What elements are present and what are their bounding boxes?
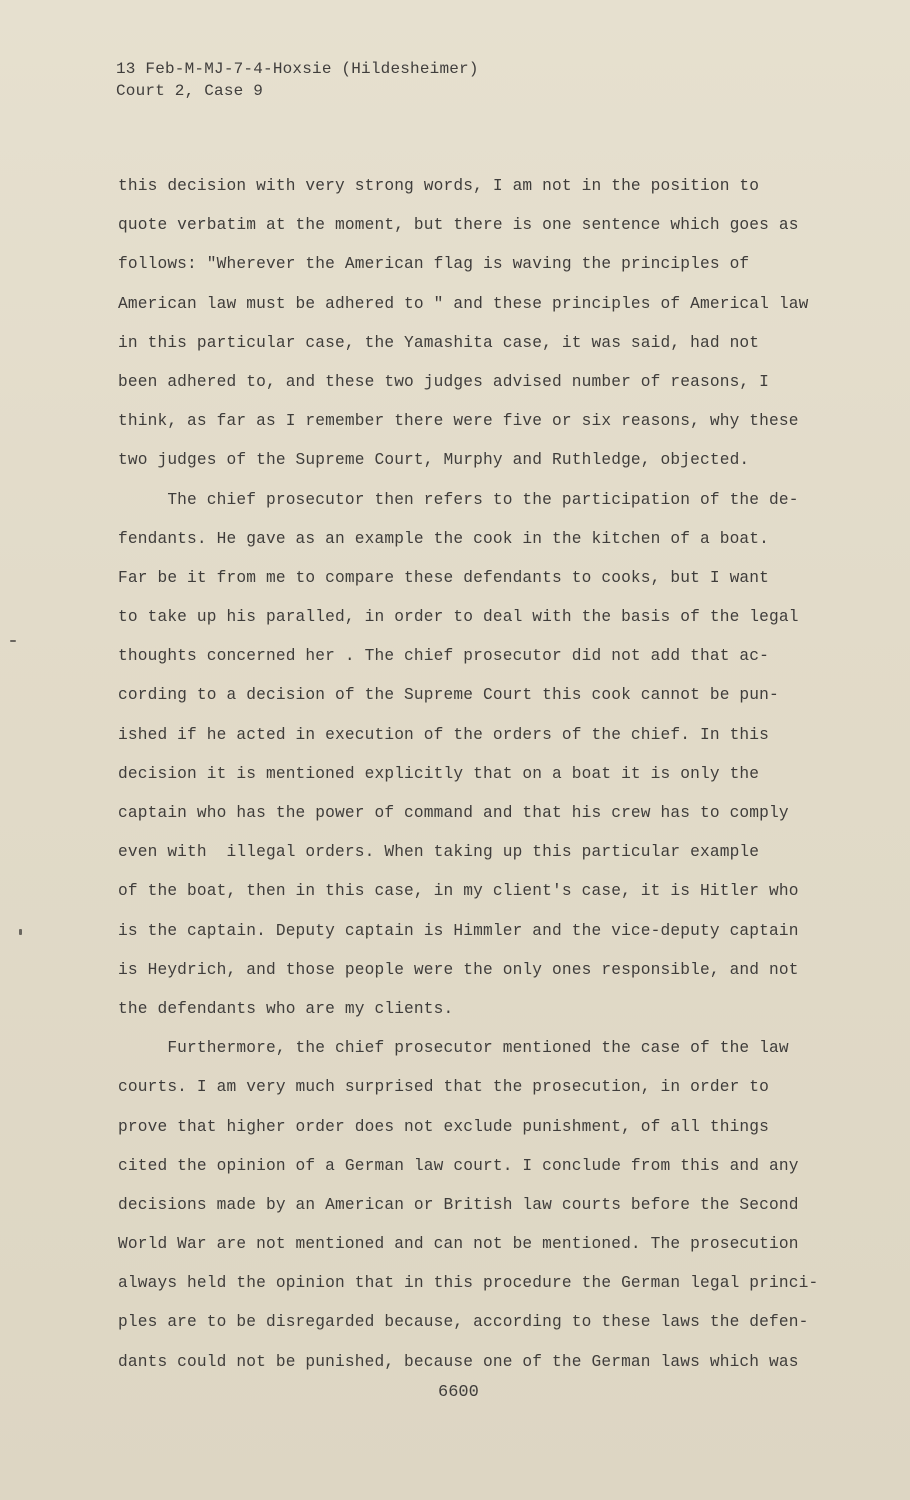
text-line: is the captain. Deputy captain is Himmler and the vice-deputy captain [118, 921, 799, 940]
text-line: decision it is mentioned explicitly that on a boat it is only the [118, 764, 760, 783]
text-line: cording to a decision of the Supreme Court this cook cannot be pun- [118, 686, 779, 705]
header-line-2: Court 2, Case 9 [116, 82, 264, 100]
text-line: follows: "Wherever the American flag is waving the principles of [118, 255, 750, 274]
text-line: cited the opinion of a German law court. I conclude from this and any [118, 1156, 799, 1175]
text-line: quote verbatim at the moment, but there is one sentence which goes as [118, 216, 799, 235]
text-line: in this particular case, the Yamashita case, it was said, had not [118, 333, 760, 352]
text-line: this decision with very strong words, I am not in the position to [118, 177, 760, 195]
text-line: always held the opinion that in this procedure the German legal princi- [118, 1274, 819, 1293]
text-line: prove that higher order does not exclude punishment, of all things [118, 1117, 770, 1136]
text-line: even with illegal orders. When taking up this particular example [118, 843, 760, 862]
text-line: of the boat, then in this case, in my client's case, it is Hitler who [118, 882, 799, 901]
text-line: The chief prosecutor then refers to the participation of the de- [118, 490, 799, 509]
text-line: thoughts concerned her . The chief prosecutor did not add that ac- [118, 647, 770, 666]
document-header [116, 58, 479, 102]
text-line: think, as far as I remember there were five or six reasons, why these [118, 412, 799, 431]
header-line-1: 13 Feb-M-MJ-7-4-Hoxsie (Hildesheimer) [116, 60, 479, 78]
text-line: ished if he acted in execution of the orders of the chief. In this [118, 725, 770, 744]
text-line: fendants. He gave as an example the cook in the kitchen of a boat. [118, 529, 770, 548]
text-line: World War are not mentioned and can not be mentioned. The prosecution [118, 1235, 799, 1254]
text-line: Far be it from me to compare these defendants to cooks, but I want [118, 568, 770, 587]
text-line: captain who has the power of command and that his crew has to comply [118, 804, 789, 822]
text-line: to take up his paralled, in order to deal with the basis of the legal [118, 608, 799, 627]
transcript-body [118, 173, 818, 1388]
text-line: the defendants who are my clients. [118, 999, 454, 1018]
text-line: dants could not be punished, because one of the German laws which was [118, 1352, 799, 1371]
page-number: 6600 [438, 1383, 479, 1402]
text-line: courts. I am very much surprised that the prosecution, in order to [118, 1078, 770, 1097]
margin-mark [10, 640, 16, 642]
text-line: Furthermore, the chief prosecutor mentioned the case of the law [118, 1039, 789, 1058]
text-line: American law must be adhered to " and these principles of Americal law [118, 294, 809, 313]
text-line: is Heydrich, and those people were the only ones responsible, and not [118, 960, 799, 979]
text-line: ples are to be disregarded because, according to these laws the defen- [118, 1313, 809, 1332]
margin-mark [19, 929, 22, 935]
text-line: two judges of the Supreme Court, Murphy and Ruthledge, objected. [118, 451, 750, 470]
text-line: been adhered to, and these two judges advised number of reasons, I [118, 372, 770, 391]
text-line: decisions made by an American or British law courts before the Second [118, 1195, 799, 1214]
